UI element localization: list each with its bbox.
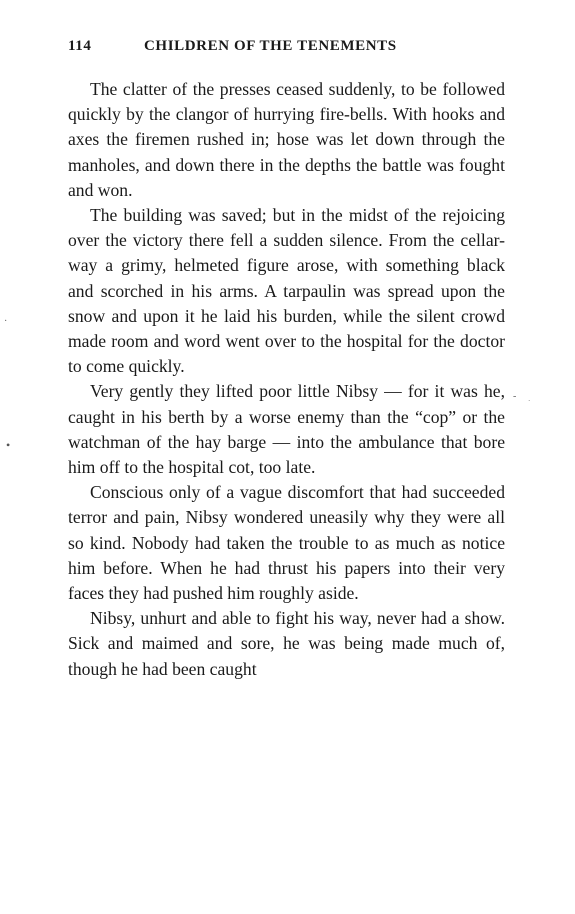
page-number: 114 [68,38,92,54]
body-text [68,77,505,682]
running-title: CHILDREN OF THE TENEMENTS [144,38,397,54]
stray-mark: • [6,438,11,452]
paragraph: Conscious only of a vague discomfort that had succeeded terror and pain, Nibsy wondered uneasily why they were all so kind. Nobody had taken the trouble to as much as notice him before. When he had thrust his papers into their very faces they had pushed him roughly aside. [68,482,505,604]
stray-mark: · [4,316,8,327]
running-head [68,38,508,60]
paragraph: Very gently they lifted poor little Nibsy — for it was he, caught in his berth by a worse enemy than the “cop” or the watchman of the hay barge — into the ambulance that bore him off to the hospital cot, too late. [68,381,505,478]
paragraph: The building was saved; but in the midst of the rejoicing over the victory there fell a sudden silence. From the cellar-way a grimy, helmeted figure arose, with something black and scorched in his arms. A tarpaulin was spread upon the snow and upon it he laid his burden, while the silent crowd made room and word went over to the hospital for the doctor to come quickly. [68,205,505,377]
paragraph: Nibsy, unhurt and able to fight his way, never had a show. Sick and maimed and sore, he was being made much of, though he had been caught [68,608,505,679]
stray-mark: - [513,391,517,402]
paragraph: The clatter of the presses ceased suddenly, to be followed quickly by the clangor of hurrying fire-bells. With hooks and axes the firemen rushed in; hose was let down through the manholes, and down there in the depths the battle was fought and won. [68,79,505,200]
stray-mark: · [528,397,531,405]
